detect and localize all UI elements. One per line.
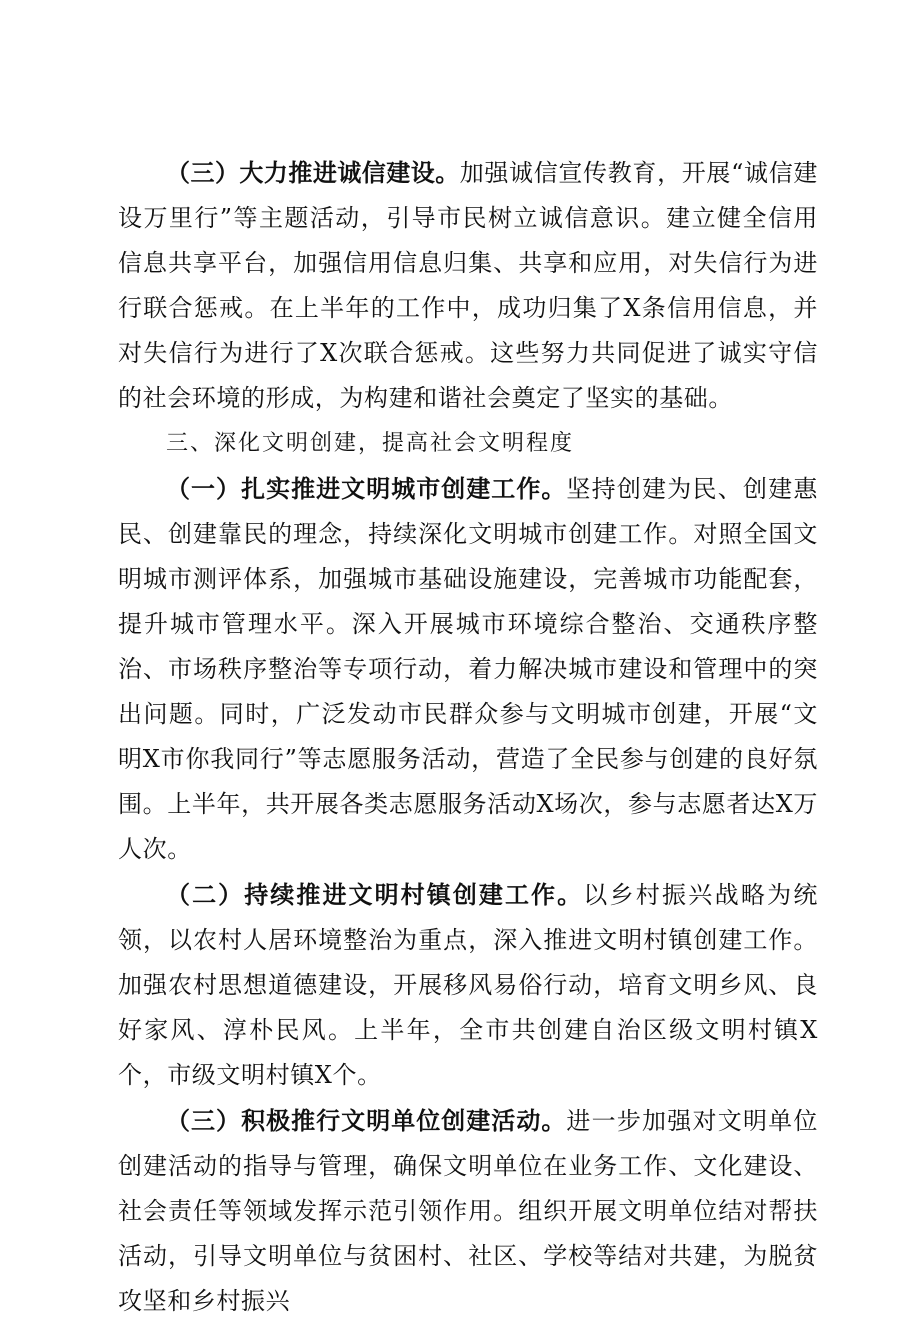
- paragraph-text: 以乡村振兴战略为统领，以农村人居环境整治为重点，深入推进文明村镇创建工作。加强农村思想道德建设，开展移风易俗行动，培育文明乡风、良好家风、淳朴民风。上半年，全市共创建自治区级文明村镇X个，市级文明村镇X个。: [118, 881, 818, 1089]
- paragraph-lead: （三）大力推进诚信建设。: [166, 158, 460, 187]
- document-body: [118, 150, 818, 1324]
- paragraph-text: 进一步加强对文明单位创建活动的指导与管理，确保文明单位在业务工作、文化建设、社会责任等领域发挥示范引领作用。组织开展文明单位结对帮扶活动，引导文明单位与贫困村、社区、学校等结对共建，为脱贫攻坚和乡村振兴: [118, 1107, 819, 1315]
- paragraph-civilized-city: [118, 466, 818, 872]
- paragraph-civilized-villages: [118, 872, 818, 1098]
- section-heading: 三、深化文明创建，提高社会文明程度: [166, 431, 575, 456]
- paragraph-lead: （一）扎实推进文明城市创建工作。: [166, 474, 567, 503]
- paragraph-integrity-construction: [118, 150, 818, 421]
- paragraph-text: 加强诚信宣传教育，开展“诚信建设万里行”等主题活动，引导市民树立诚信意识。建立健全信用信息共享平台，加强信用信息归集、共享和应用，对失信行为进行联合惩戒。在上半年的工作中，成功归集了X条信用信息，并对失信行为进行了X次联合惩戒。这些努力共同促进了诚实守信的社会环境的形成，为构建和谐社会奠定了坚实的基础。: [118, 159, 818, 412]
- paragraph-civilized-units: [118, 1098, 818, 1324]
- paragraph-lead: （二）持续推进文明村镇创建工作。: [166, 880, 584, 909]
- paragraph-lead: （三）积极推行文明单位创建活动。: [166, 1106, 567, 1135]
- paragraph-text: 坚持创建为民、创建惠民、创建靠民的理念，持续深化文明城市创建工作。对照全国文明城市测评体系，加强城市基础设施建设，完善城市功能配套，提升城市管理水平。深入开展城市环境综合整治、交通秩序整治、市场秩序整治等专项行动，着力解决城市建设和管理中的突出问题。同时，广泛发动市民群众参与文明城市创建，开展“文明X市你我同行”等志愿服务活动，营造了全民参与创建的良好氛围。上半年，共开展各类志愿服务活动X场次，参与志愿者达X万人次。: [118, 475, 819, 863]
